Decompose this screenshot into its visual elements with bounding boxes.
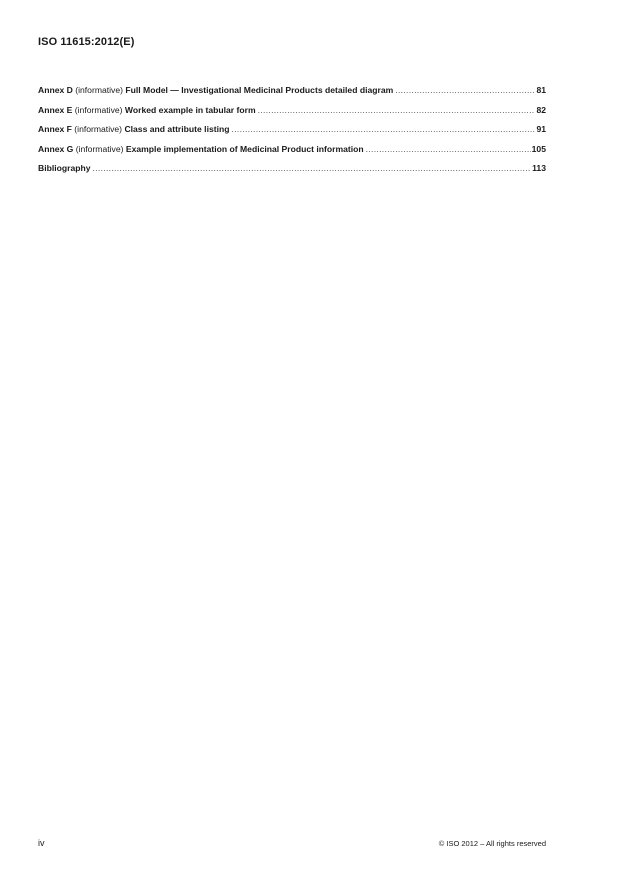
toc-entry-prefix: Annex F	[38, 124, 72, 134]
dot-leader	[93, 163, 532, 173]
footer-page-number: iv	[38, 838, 45, 848]
toc-entry-bibliography[interactable]	[38, 163, 546, 183]
toc-entry-annex-e[interactable]	[38, 105, 546, 125]
toc-entry-annex-f[interactable]	[38, 124, 546, 144]
footer-copyright: © ISO 2012 – All rights reserved	[438, 839, 546, 848]
toc-entry-title: Class and attribute listing	[124, 124, 230, 134]
toc-entry-prefix: Annex E	[38, 104, 73, 115]
toc-entry-page: 91	[536, 124, 546, 134]
toc-entry-title: Full Model — Investigational Medicinal Products detailed diagram	[125, 85, 394, 95]
toc-entry-page: 82	[536, 104, 546, 115]
toc-entry-prefix: Annex G	[38, 143, 74, 154]
toc-entry-type: (informative)	[71, 124, 125, 134]
toc-entry-type: (informative)	[72, 104, 125, 115]
dot-leader	[395, 85, 535, 95]
toc-entry-type: (informative)	[72, 85, 126, 95]
toc-entry-page: 105	[531, 143, 546, 154]
toc-entry-title: Worked example in tabular form	[124, 104, 256, 115]
document-header: ISO 11615:2012(E)	[38, 36, 135, 48]
table-of-contents	[38, 85, 546, 183]
toc-entry-type: (informative)	[73, 143, 126, 154]
toc-entry-title: Example implementation of Medicinal Product information	[125, 143, 364, 154]
toc-entry-page: 113	[532, 163, 546, 173]
toc-entry-title: Bibliography	[38, 163, 91, 173]
dot-leader	[232, 124, 536, 134]
toc-entry-page: 81	[536, 85, 546, 95]
toc-entry-annex-d[interactable]	[38, 85, 546, 105]
dot-leader	[258, 105, 536, 115]
toc-entry-annex-g[interactable]	[38, 144, 546, 164]
toc-entry-prefix: Annex D	[38, 85, 73, 95]
dot-leader	[366, 144, 531, 154]
